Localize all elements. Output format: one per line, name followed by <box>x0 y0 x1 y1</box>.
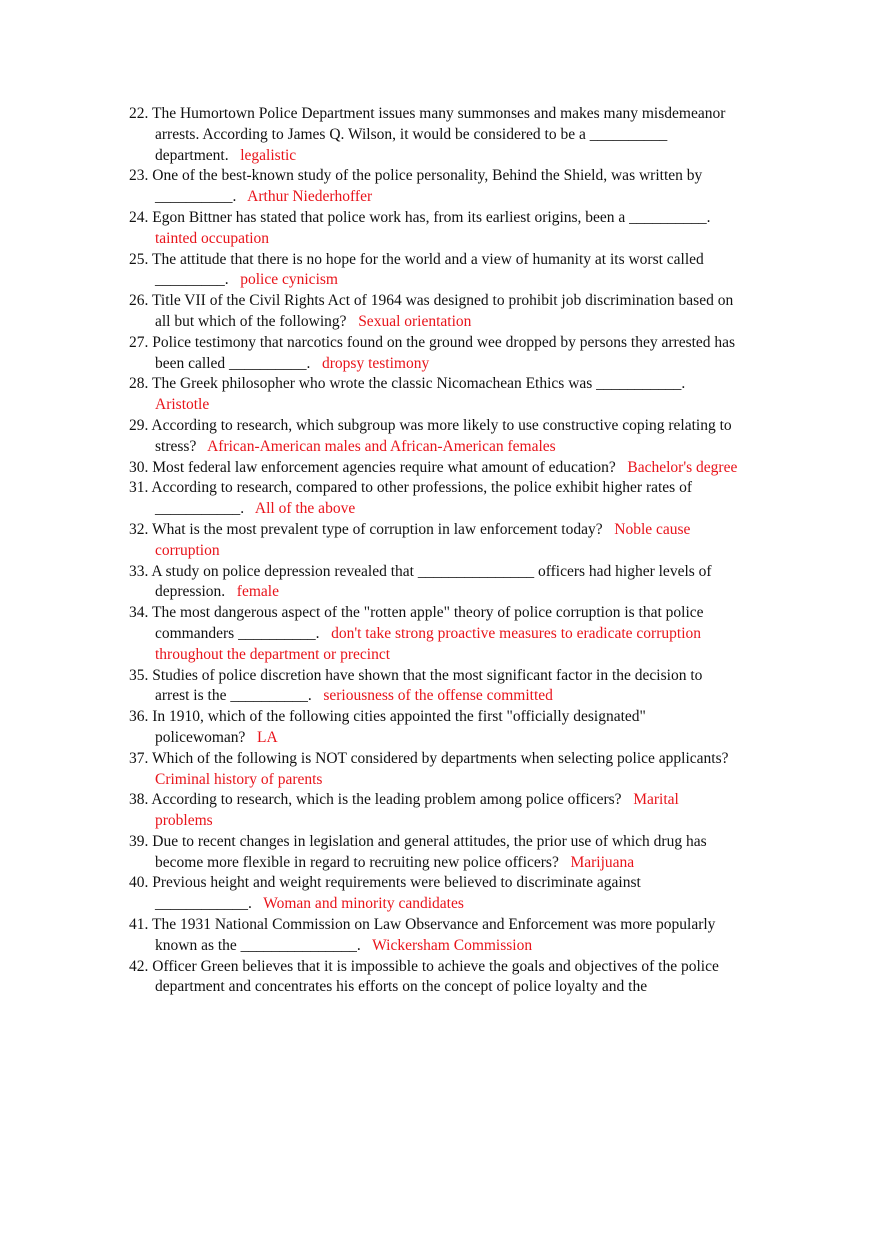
question-text: The Humortown Police Department issues many summonses and makes many misdemeanor arrests. According to James Q. Wilson, it would be considered to be a __________ department. <box>151 105 726 164</box>
question-item <box>129 790 739 832</box>
question-number: 31. <box>129 479 149 497</box>
question-item <box>129 520 739 562</box>
question-text: Title VII of the Civil Rights Act of 1964 was designed to prohibit job discrimination based on all but which of the following? <box>151 292 734 330</box>
question-item <box>129 957 739 999</box>
question-number: 28. <box>129 375 149 393</box>
answer-text: Marital problems <box>155 791 679 830</box>
answer-text: Woman and minority candidates <box>263 895 464 913</box>
question-text: A study on police depression revealed that _______________ officers had higher levels of depression. <box>151 562 712 601</box>
answer-text: African-American males and African-American females <box>207 437 556 455</box>
question-number: 40. <box>129 874 149 892</box>
question-item <box>129 374 739 416</box>
answer-text: All of the above <box>254 500 356 518</box>
answer-text: Aristotle <box>155 396 210 414</box>
question-item <box>129 478 739 520</box>
question-number: 39. <box>129 832 149 850</box>
question-text: Studies of police discretion have shown that the most significant factor in the decision to arrest is the __________. <box>152 666 703 705</box>
question-item <box>129 208 739 250</box>
question-item <box>129 707 739 749</box>
question-item <box>129 832 739 874</box>
answer-text: seriousness of the offense committed <box>323 687 553 705</box>
question-text: According to research, which is the leading problem among police officers? <box>151 791 622 809</box>
question-text: According to research, which subgroup was more likely to use constructive coping relating to stress? <box>151 416 732 455</box>
question-text: Which of the following is NOT considered by departments when selecting police applicants? <box>151 749 729 767</box>
question-number: 36. <box>129 708 149 726</box>
question-number: 38. <box>129 791 149 809</box>
answer-text: LA <box>257 728 278 746</box>
question-number: 24. <box>129 208 149 226</box>
question-item <box>129 166 739 208</box>
question-text: Due to recent changes in legislation and general attitudes, the prior use of which drug has become more flexible in regard to recruiting new police officers? <box>152 832 707 871</box>
question-text: Previous height and weight requirements were believed to discriminate against ____________. <box>152 874 641 913</box>
question-list <box>129 104 739 998</box>
answer-text: legalistic <box>240 146 297 164</box>
question-number: 41. <box>129 916 149 934</box>
question-item <box>129 250 739 292</box>
question-text: The Greek philosopher who wrote the classic Nicomachean Ethics was ___________. <box>151 375 686 393</box>
question-item <box>129 666 739 708</box>
answer-text: don't take strong proactive measures to eradicate corruption throughout the department or precinct <box>155 624 701 663</box>
question-number: 33. <box>129 562 149 580</box>
question-number: 32. <box>129 520 149 538</box>
question-item <box>129 333 739 375</box>
question-item <box>129 291 739 333</box>
question-number: 22. <box>129 105 149 122</box>
question-number: 30. <box>129 458 149 476</box>
answer-text: police cynicism <box>240 271 338 289</box>
question-item <box>129 749 739 791</box>
question-item <box>129 562 739 604</box>
answer-text: Marijuana <box>570 853 635 871</box>
answer-text: Arthur Niederhoffer <box>247 188 373 206</box>
answer-text: tainted occupation <box>155 229 270 247</box>
question-number: 29. <box>129 416 149 434</box>
answer-text: Criminal history of parents <box>155 770 323 788</box>
question-text: Most federal law enforcement agencies require what amount of education? <box>152 458 616 476</box>
question-text: The attitude that there is no hope for the world and a view of humanity at its worst called _________. <box>151 250 704 289</box>
answer-text: Sexual orientation <box>358 312 472 330</box>
question-item <box>129 458 739 479</box>
question-item <box>129 416 739 458</box>
question-text: Egon Bittner has stated that police work has, from its earliest origins, been a __________. <box>152 208 711 226</box>
question-text: According to research, compared to other professions, the police exhibit higher rates of ___________. <box>151 479 692 518</box>
question-item <box>129 104 739 166</box>
question-number: 35. <box>129 666 149 684</box>
question-text: In 1910, which of the following cities appointed the first "officially designated" policewoman? <box>152 708 646 746</box>
question-text: Police testimony that narcotics found on the ground wee dropped by persons they arrested has been called __________. <box>152 333 736 372</box>
answer-text: dropsy testimony <box>322 354 430 372</box>
question-item <box>129 915 739 957</box>
question-text: One of the best-known study of the police personality, Behind the Shield, was written by __________. <box>152 167 703 206</box>
question-item <box>129 603 739 665</box>
question-text: The 1931 National Commission on Law Observance and Enforcement was more popularly known as the _______________. <box>151 916 716 954</box>
question-number: 26. <box>129 292 149 310</box>
question-number: 34. <box>129 604 149 622</box>
question-number: 37. <box>129 749 149 767</box>
answer-text: female <box>236 583 279 601</box>
question-item <box>129 873 739 915</box>
question-number: 27. <box>129 333 149 351</box>
question-text: Officer Green believes that it is impossible to achieve the goals and objectives of the police department and concentrates his efforts on the concept of police loyalty and the <box>152 957 719 996</box>
question-number: 23. <box>129 167 149 185</box>
answer-text: Noble cause corruption <box>155 520 691 559</box>
question-number: 42. <box>129 957 149 975</box>
question-text: What is the most prevalent type of corruption in law enforcement today? <box>151 520 603 538</box>
question-text: The most dangerous aspect of the "rotten apple" theory of police corruption is that police commanders __________. <box>151 604 704 642</box>
question-number: 25. <box>129 250 149 268</box>
answer-text: Bachelor's degree <box>627 458 738 476</box>
answer-text: Wickersham Commission <box>372 936 533 954</box>
